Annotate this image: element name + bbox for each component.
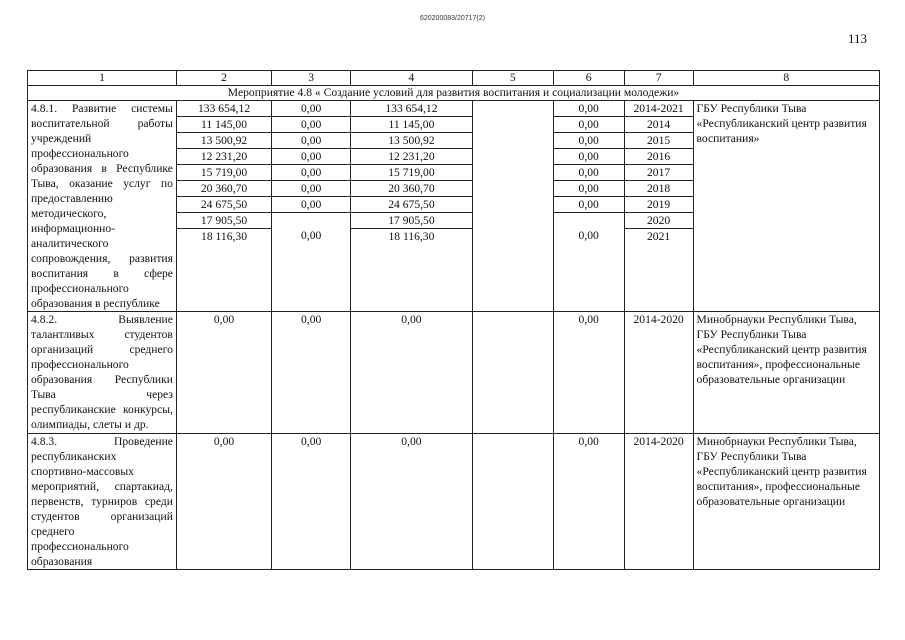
header-cell: 6 xyxy=(553,71,624,86)
period-cell: 2016 xyxy=(625,149,693,165)
value-cell: 20 360,70 xyxy=(177,181,271,197)
value-cell: 11 145,00 xyxy=(177,117,271,133)
value-cell: 0,00 xyxy=(578,229,599,242)
header-cell: 2 xyxy=(176,71,271,86)
value-cell: 18 116,30 xyxy=(201,230,247,243)
period-cell: 2021 xyxy=(647,230,671,243)
value-cell: 20 360,70 xyxy=(351,181,472,197)
value-cell: 0,00 xyxy=(272,133,350,149)
value-cell: 0,00 xyxy=(554,149,624,165)
value-cell: 0,00 xyxy=(554,181,624,197)
value-cell: 12 231,20 xyxy=(177,149,271,165)
header-row xyxy=(28,71,880,86)
value-cell: 133 654,12 xyxy=(177,101,271,117)
value-cell: 0,00 xyxy=(554,117,624,133)
activity-description: 4.8.2. Выявление талантливых студентов организаций среднего профессионального образования Республики Тыва через республиканские конкурсы, олимпиады, слеты и др. xyxy=(28,312,177,434)
period-cell: 2014-2021 xyxy=(625,101,693,117)
value-cell: 11 145,00 xyxy=(351,117,472,133)
page-number: 113 xyxy=(848,31,868,46)
document-id: 620200083/20717(2) xyxy=(419,15,485,22)
value-cell: 13 500,92 xyxy=(177,133,271,149)
table-row xyxy=(28,101,880,312)
total-values xyxy=(176,101,271,312)
value-cell: 17 905,50 xyxy=(351,213,472,229)
value-cell: 0,00 xyxy=(554,101,624,117)
period-cell: 2018 xyxy=(625,181,693,197)
total-value: 0,00 xyxy=(176,434,271,570)
value-cell: 15 719,00 xyxy=(177,165,271,181)
empty-cell xyxy=(472,434,553,570)
other-value: 0,00 xyxy=(553,434,624,570)
value-cell: 0,00 xyxy=(272,117,350,133)
value-cell: 0,00 xyxy=(272,181,350,197)
program-table xyxy=(27,70,880,570)
value-cell: 0,00 xyxy=(554,133,624,149)
regional-values xyxy=(351,101,473,312)
period-cell: 2020 xyxy=(625,213,693,229)
table-row xyxy=(28,434,880,570)
value-cell: 24 675,50 xyxy=(177,197,271,213)
responsible-executors: Минобрнауки Республики Тыва, ГБУ Республики Тыва «Республиканский центр развития воспитания», профессиональные образовательные организации xyxy=(693,312,879,434)
total-value: 0,00 xyxy=(176,312,271,434)
value-cell: 18 116,30 xyxy=(388,230,435,243)
value-cell: 15 719,00 xyxy=(351,165,472,181)
period-values xyxy=(624,101,693,312)
section-row xyxy=(28,86,880,101)
table-row xyxy=(28,312,880,434)
responsible-executors: ГБУ Республики Тыва «Республиканский центр развития воспитания» xyxy=(693,101,879,312)
period-cell: 2014 xyxy=(625,117,693,133)
header-cell: 7 xyxy=(624,71,693,86)
period-cell: 2015 xyxy=(625,133,693,149)
responsible-executors: Минобрнауки Республики Тыва, ГБУ Республики Тыва «Республиканский центр развития воспитания», профессиональные образовательные организации xyxy=(693,434,879,570)
header-cell: 4 xyxy=(351,71,473,86)
value-cell: 24 675,50 xyxy=(351,197,472,213)
value-cell xyxy=(272,213,350,228)
value-cell: 13 500,92 xyxy=(351,133,472,149)
section-title: Мероприятие 4.8 « Создание условий для развития воспитания и социализации молодежи» xyxy=(28,86,880,101)
value-cell: 0,00 xyxy=(272,101,350,117)
federal-value: 0,00 xyxy=(272,312,351,434)
other-values xyxy=(553,101,624,312)
header-cell: 3 xyxy=(272,71,351,86)
regional-value: 0,00 xyxy=(351,312,473,434)
period-value: 2014-2020 xyxy=(624,312,693,434)
value-cell: 0,00 xyxy=(554,197,624,213)
value-cell: 133 654,12 xyxy=(351,101,472,117)
value-cell: 12 231,20 xyxy=(351,149,472,165)
period-cell: 2017 xyxy=(625,165,693,181)
other-value: 0,00 xyxy=(553,312,624,434)
empty-cell xyxy=(472,312,553,434)
header-cell: 1 xyxy=(28,71,177,86)
value-cell: 0,00 xyxy=(272,149,350,165)
empty-cell xyxy=(472,101,553,312)
regional-value: 0,00 xyxy=(351,434,473,570)
period-cell: 2019 xyxy=(625,197,693,213)
period-value: 2014-2020 xyxy=(624,434,693,570)
header-cell: 5 xyxy=(472,71,553,86)
value-cell: 0,00 xyxy=(554,165,624,181)
header-cell: 8 xyxy=(693,71,879,86)
value-cell: 0,00 xyxy=(272,197,350,213)
federal-value: 0,00 xyxy=(272,434,351,570)
activity-description: 4.8.1. Развитие системы воспитательной работы учреждений профессионального образования в Республике Тыва, оказание услуг по предоставлению методического, информационно-аналитического сопровождения, развития воспитания в сфере профессионального образования в республике xyxy=(28,101,177,312)
federal-values xyxy=(272,101,351,312)
activity-description: 4.8.3. Проведение республиканских спортивно-массовых мероприятий, спартакиад, первенств, турниров среди студентов организаций среднего профессионального образования xyxy=(28,434,177,570)
value-cell: 17 905,50 xyxy=(177,213,271,229)
value-cell xyxy=(554,213,624,228)
value-cell: 0,00 xyxy=(272,165,350,181)
value-cell: 0,00 xyxy=(301,229,322,242)
